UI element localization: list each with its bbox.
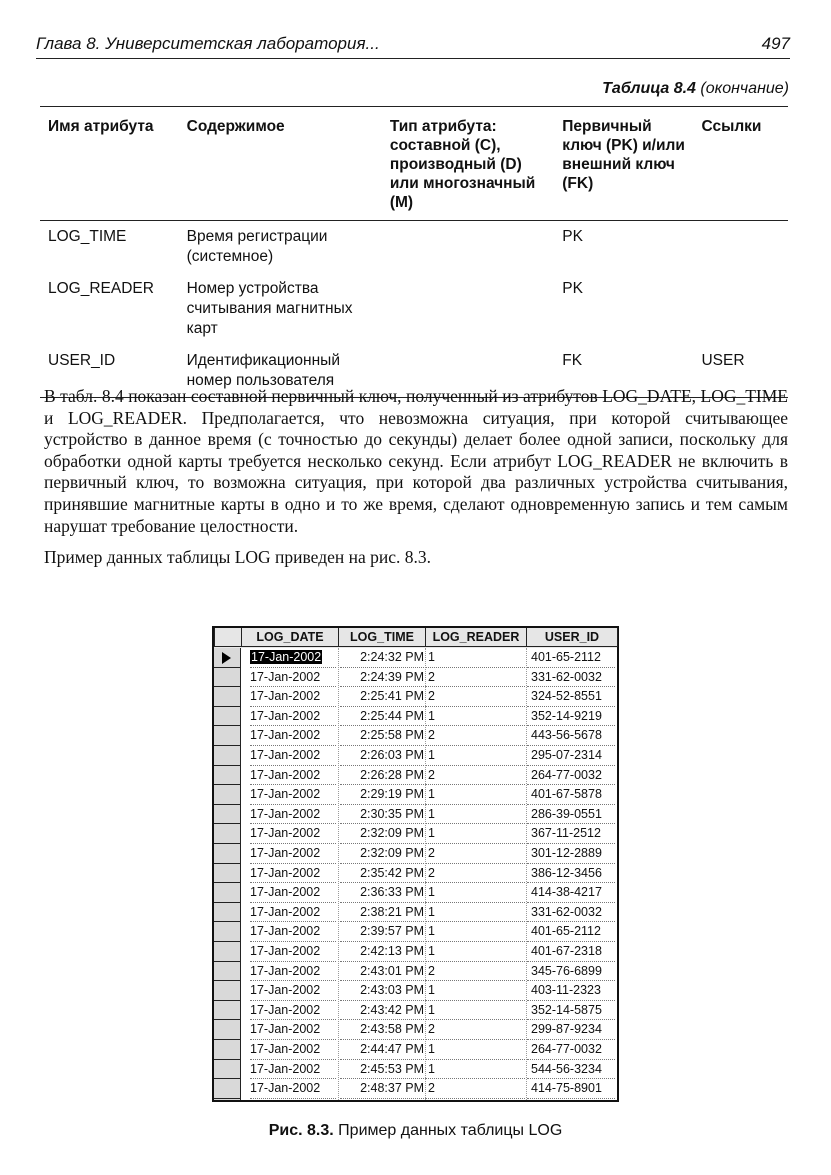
cell-type — [382, 221, 554, 274]
table-row[interactable] — [214, 922, 617, 942]
table-row — [40, 273, 788, 345]
cell-log-time[interactable]: 2:42:13 PM — [340, 942, 424, 962]
table-row[interactable] — [214, 844, 617, 864]
record-selector[interactable] — [214, 1079, 240, 1099]
cell-key: PK — [562, 280, 583, 297]
table-row[interactable] — [214, 805, 617, 825]
cell-log-time[interactable]: 2:39:57 PM — [340, 922, 424, 942]
record-selector[interactable] — [214, 648, 240, 668]
record-selector[interactable] — [214, 785, 240, 805]
cell-log-date[interactable]: 17-Jan-2002 — [250, 962, 336, 982]
table-row[interactable] — [214, 707, 617, 727]
cell-log-reader[interactable]: 2 — [425, 726, 525, 746]
record-selector[interactable] — [214, 864, 240, 884]
cell-log-reader[interactable]: 2 — [425, 1020, 525, 1040]
cell-log-time[interactable]: 2:24:39 PM — [340, 668, 424, 688]
cell-user-id[interactable]: 401-65-2112 — [527, 922, 615, 942]
cell-key: PK — [562, 228, 583, 245]
cell-user-id[interactable]: 403-11-2323 — [527, 981, 615, 1001]
record-selector[interactable] — [214, 962, 240, 982]
cell-log-reader[interactable]: 1 — [425, 981, 525, 1001]
cell-user-id[interactable]: 264-77-0032 — [527, 1040, 615, 1060]
cell-log-date[interactable]: 17-Jan-2002 — [250, 746, 336, 766]
cell-log-reader[interactable]: 2 — [425, 962, 525, 982]
table-row[interactable] — [214, 883, 617, 903]
table-row[interactable] — [214, 942, 617, 962]
record-selector[interactable] — [214, 746, 240, 766]
record-selector[interactable] — [214, 687, 240, 707]
cell-log-date[interactable]: 17-Jan-2002 — [250, 1040, 336, 1060]
cell-log-reader[interactable]: 1 — [425, 648, 525, 668]
cell-references — [693, 273, 788, 345]
cell-log-time[interactable]: 2:30:35 PM — [340, 805, 424, 825]
cell-log-date[interactable]: 17-Jan-2002 — [250, 1079, 336, 1099]
column-header-log-reader[interactable]: LOG_READER — [425, 628, 527, 647]
column-divider — [425, 648, 426, 1100]
cell-log-date[interactable]: 17-Jan-2002 — [250, 1001, 336, 1021]
cell-log-date[interactable]: 17-Jan-2002 — [250, 844, 336, 864]
attribute-table-header — [40, 107, 788, 221]
cell-log-reader[interactable]: 1 — [425, 883, 525, 903]
cell-contents: Идентификационный номер пользователя — [179, 345, 382, 398]
cell-log-reader[interactable]: 2 — [425, 766, 525, 786]
cell-log-date[interactable]: 17-Jan-2002 — [250, 648, 336, 668]
cell-log-time[interactable]: 2:25:41 PM — [340, 687, 424, 707]
cell-name: USER_ID — [40, 345, 179, 398]
cell-user-id[interactable]: 401-65-2112 — [527, 648, 615, 668]
cell-user-id[interactable]: 301-12-2889 — [527, 844, 615, 864]
cell-log-time[interactable]: 2:32:09 PM — [340, 844, 424, 864]
cell-user-id[interactable]: 401-67-2318 — [527, 942, 615, 962]
cell-log-reader[interactable]: 1 — [425, 824, 525, 844]
paragraph: Пример данных таблицы LOG приведен на рис. 8.3. — [44, 547, 432, 568]
record-selector[interactable] — [214, 1020, 240, 1040]
table-row[interactable] — [214, 766, 617, 786]
cell-log-reader[interactable]: 1 — [425, 805, 525, 825]
chapter-title: Глава 8. Университетская лаборатория... — [36, 34, 380, 53]
cell-log-date[interactable]: 17-Jan-2002 — [250, 687, 336, 707]
cell-log-date[interactable]: 17-Jan-2002 — [250, 883, 336, 903]
cell-log-time[interactable]: 2:38:21 PM — [340, 903, 424, 923]
record-selector[interactable] — [214, 1001, 240, 1021]
cell-references — [693, 221, 788, 274]
table-row[interactable] — [214, 668, 617, 688]
cell-log-reader[interactable]: 2 — [425, 864, 525, 884]
cell-log-time[interactable]: 2:25:44 PM — [340, 707, 424, 727]
cell-log-date[interactable]: 17-Jan-2002 — [250, 903, 336, 923]
header-key: Первичный ключ (PK) и/или внешний ключ (FK) — [554, 107, 693, 221]
cell-contents: Время регистрации (системное) — [186, 228, 328, 265]
column-divider — [526, 648, 527, 1100]
cell-log-reader[interactable]: 1 — [425, 922, 525, 942]
cell-log-reader[interactable]: 1 — [425, 942, 525, 962]
log-datasheet — [212, 626, 619, 1102]
cell-log-reader[interactable]: 2 — [425, 844, 525, 864]
cell-references: USER — [693, 345, 788, 398]
header-references: Ссылки — [693, 107, 788, 221]
table-row[interactable] — [214, 1040, 617, 1060]
cell-user-id[interactable]: 544-56-3234 — [527, 1060, 615, 1080]
cell-log-time[interactable]: 2:48:37 PM — [340, 1079, 424, 1099]
record-selector[interactable] — [214, 824, 240, 844]
cell-log-time[interactable]: 2:36:33 PM — [340, 883, 424, 903]
cell-log-reader[interactable]: 1 — [425, 903, 525, 923]
column-header-log-date[interactable]: LOG_DATE — [241, 628, 339, 647]
record-selector[interactable] — [214, 922, 240, 942]
cell-log-time[interactable]: 2:25:58 PM — [340, 726, 424, 746]
cell-log-date[interactable]: 17-Jan-2002 — [250, 981, 336, 1001]
table-caption-note: (окончание) — [700, 80, 789, 97]
cell-user-id[interactable]: 331-62-0032 — [527, 668, 615, 688]
table-caption-label: Таблица 8.4 — [602, 80, 696, 97]
cell-user-id[interactable]: 286-39-0551 — [527, 805, 615, 825]
cell-log-reader[interactable]: 1 — [425, 1001, 525, 1021]
cell-log-reader[interactable]: 2 — [425, 1079, 525, 1099]
table-row[interactable] — [214, 1079, 617, 1099]
cell-name: LOG_READER — [48, 280, 154, 297]
cell-log-time[interactable]: 2:26:03 PM — [340, 746, 424, 766]
cell-log-reader[interactable]: 1 — [425, 707, 525, 727]
cell-log-reader[interactable]: 1 — [425, 1060, 525, 1080]
cell-log-date[interactable]: 17-Jan-2002 — [250, 668, 336, 688]
cell-log-time[interactable]: 2:32:09 PM — [340, 824, 424, 844]
cell-user-id[interactable]: 331-62-0032 — [527, 903, 615, 923]
record-selector[interactable] — [214, 1040, 240, 1060]
table-row[interactable] — [214, 1020, 617, 1040]
cell-user-id[interactable]: 324-52-8551 — [527, 687, 615, 707]
page-number: 497 — [761, 34, 790, 53]
column-divider — [338, 648, 339, 1100]
record-selector[interactable] — [214, 844, 240, 864]
cell-log-date[interactable]: 17-Jan-2002 — [250, 707, 336, 727]
table-row[interactable] — [214, 746, 617, 766]
record-selector[interactable] — [214, 707, 240, 727]
table-row[interactable] — [214, 981, 617, 1001]
record-selector[interactable] — [214, 942, 240, 962]
paragraph: В табл. 8.4 показан составной первичный ключ, полученный из атрибутов LOG_DATE, LOG_TIME и LOG_READER. Предполагается, что невозможна ситуация, при которой считывающее устройство в данное время (с точностью до секунды) делает более одной записи, поскольку для обработки одной карты требуется несколько секунд. Если атрибут LOG_READER не включить в первичный ключ, то возможна ситуация, при которой два различных устройства считывания, принявшие магнитные карты в одно и то же время, сделают одновременную запись и тем самым нарушат требование целостности. — [44, 386, 788, 536]
record-selector[interactable] — [214, 726, 240, 746]
table-row[interactable] — [214, 726, 617, 746]
cell-user-id[interactable]: 345-76-6899 — [527, 962, 615, 982]
record-selector[interactable] — [214, 668, 240, 688]
current-record-arrow-icon — [222, 652, 231, 664]
cell-user-id[interactable]: 414-38-4217 — [527, 883, 615, 903]
cell-log-reader[interactable]: 2 — [425, 687, 525, 707]
record-selector[interactable] — [214, 766, 240, 786]
cell-log-time[interactable]: 2:43:01 PM — [340, 962, 424, 982]
cell-log-time[interactable]: 2:24:32 PM — [340, 648, 424, 668]
figure-caption-text: Пример данных таблицы LOG — [338, 1122, 563, 1139]
header-attribute-name: Имя атрибута — [40, 107, 179, 221]
cell-log-date[interactable]: 17-Jan-2002 — [250, 1060, 336, 1080]
body-text — [44, 386, 788, 569]
cell-log-time[interactable]: 2:43:03 PM — [340, 981, 424, 1001]
column-header-user-id[interactable]: USER_ID — [526, 628, 618, 647]
cell-log-date[interactable]: 17-Jan-2002 — [250, 922, 336, 942]
cell-log-date[interactable]: 17-Jan-2002 — [250, 824, 336, 844]
cell-user-id[interactable]: 367-11-2512 — [527, 824, 615, 844]
cell-log-time[interactable]: 2:26:28 PM — [340, 766, 424, 786]
table-row — [40, 221, 788, 274]
table-row[interactable] — [214, 687, 617, 707]
table-row[interactable] — [214, 824, 617, 844]
table-row[interactable] — [214, 785, 617, 805]
record-selector[interactable] — [214, 903, 240, 923]
cell-log-date[interactable]: 17-Jan-2002 — [250, 726, 336, 746]
cell-user-id[interactable]: 414-75-8901 — [527, 1079, 615, 1099]
header-contents: Содержимое — [179, 107, 382, 221]
table-row[interactable] — [214, 864, 617, 884]
cell-log-reader[interactable]: 1 — [425, 746, 525, 766]
cell-user-id[interactable]: 299-87-9234 — [527, 1020, 615, 1040]
cell-user-id[interactable]: 443-56-5678 — [527, 726, 615, 746]
cell-user-id[interactable]: 295-07-2314 — [527, 746, 615, 766]
header-attribute-type: Тип атрибута: составной (C), производный (D) или многозначный (M) — [382, 107, 554, 221]
cell-log-time[interactable]: 2:45:53 PM — [340, 1060, 424, 1080]
cell-log-reader[interactable]: 2 — [425, 668, 525, 688]
cell-log-date[interactable]: 17-Jan-2002 — [250, 1020, 336, 1040]
cell-log-date[interactable]: 17-Jan-2002 — [250, 785, 336, 805]
record-selector[interactable] — [214, 1060, 240, 1080]
cell-log-date[interactable]: 17-Jan-2002 — [250, 766, 336, 786]
cell-key: FK — [554, 345, 693, 398]
cell-log-date[interactable]: 17-Jan-2002 — [250, 942, 336, 962]
cell-log-date[interactable]: 17-Jan-2002 — [250, 805, 336, 825]
cell-log-reader[interactable]: 1 — [425, 1040, 525, 1060]
table-caption — [602, 80, 789, 98]
cell-user-id[interactable]: 352-14-9219 — [527, 707, 615, 727]
column-header-log-time[interactable]: LOG_TIME — [338, 628, 426, 647]
table-row[interactable] — [214, 962, 617, 982]
datasheet-header — [214, 628, 617, 648]
record-selector[interactable] — [214, 981, 240, 1001]
figure-caption-label: Рис. 8.3. — [268, 1122, 334, 1139]
table-row[interactable] — [214, 648, 617, 668]
cell-user-id[interactable]: 386-12-3456 — [527, 864, 615, 884]
attribute-table — [40, 106, 788, 398]
cell-log-time[interactable]: 2:43:58 PM — [340, 1020, 424, 1040]
cell-user-id[interactable]: 352-14-5875 — [527, 1001, 615, 1021]
cell-log-time[interactable]: 2:29:19 PM — [340, 785, 424, 805]
table-row[interactable] — [214, 1060, 617, 1080]
cell-contents: Номер устройства считывания магнитных карт — [186, 280, 353, 337]
record-selector[interactable] — [214, 805, 240, 825]
cell-log-time[interactable]: 2:35:42 PM — [340, 864, 424, 884]
cell-log-time[interactable]: 2:44:47 PM — [340, 1040, 424, 1060]
cell-log-reader[interactable]: 1 — [425, 785, 525, 805]
figure-caption — [0, 1122, 831, 1140]
cell-name: LOG_TIME — [48, 228, 127, 245]
cell-log-time[interactable]: 2:43:42 PM — [340, 1001, 424, 1021]
record-selector[interactable] — [214, 883, 240, 903]
cell-log-date[interactable]: 17-Jan-2002 — [250, 864, 336, 884]
header-corner — [214, 628, 242, 647]
table-row[interactable] — [214, 903, 617, 923]
cell-user-id[interactable]: 401-67-5878 — [527, 785, 615, 805]
running-head — [36, 32, 790, 59]
cell-type — [382, 273, 554, 345]
cell-user-id[interactable]: 264-77-0032 — [527, 766, 615, 786]
table-row[interactable] — [214, 1001, 617, 1021]
